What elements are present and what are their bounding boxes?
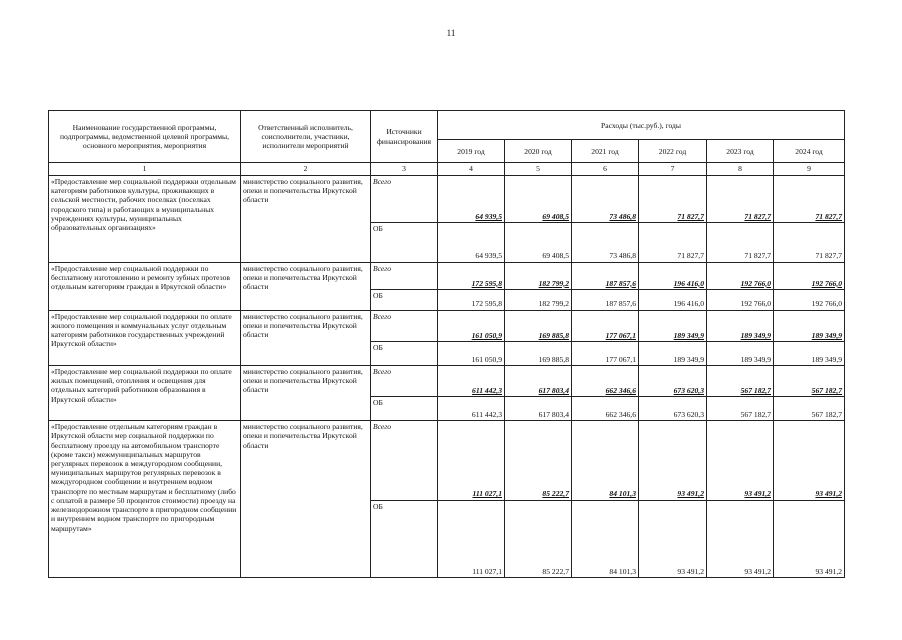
header-year: 2024 год [774, 140, 845, 163]
header-year: 2019 год [438, 140, 505, 163]
total-amount: 617 803,4 [505, 365, 572, 396]
header-source: Источники финансирования [371, 111, 438, 163]
ob-amount: 172 595,8 [438, 289, 505, 310]
ob-amount: 189 349,9 [774, 341, 845, 365]
column-number: 6 [572, 163, 639, 176]
total-amount: 196 416,0 [639, 262, 707, 289]
ob-amount: 69 408,5 [505, 222, 572, 262]
total-amount: 192 766,0 [707, 262, 774, 289]
header-year: 2021 год [572, 140, 639, 163]
total-amount: 192 766,0 [774, 262, 845, 289]
total-amount: 182 799,2 [505, 262, 572, 289]
ob-amount: 196 416,0 [639, 289, 707, 310]
program-name: «Предоставление мер социальной поддержки по оплате жилого помещения и коммунальных услуг отдельным категориям работников государственных учреждений Иркутской области» [49, 310, 241, 365]
total-amount: 567 182,7 [707, 365, 774, 396]
total-amount: 93 491,2 [774, 421, 845, 500]
ob-amount: 189 349,9 [639, 341, 707, 365]
total-amount: 71 827,7 [639, 175, 707, 222]
ob-amount: 71 827,7 [774, 222, 845, 262]
ob-amount: 192 766,0 [774, 289, 845, 310]
total-amount: 73 486,8 [572, 175, 639, 222]
total-amount: 567 182,7 [774, 365, 845, 396]
funding-source-total: Всего [371, 262, 438, 289]
ob-amount: 567 182,7 [707, 397, 774, 421]
total-amount: 64 939,5 [438, 175, 505, 222]
total-amount: 611 442,3 [438, 365, 505, 396]
program-row-total [49, 421, 845, 500]
funding-source-ob: ОБ [371, 500, 438, 577]
column-number: 4 [438, 163, 505, 176]
program-executor: министерство социального развития, опеки и попечительства Иркутской области [241, 262, 371, 310]
total-amount: 189 349,9 [707, 310, 774, 341]
header-year: 2022 год [639, 140, 707, 163]
ob-amount: 182 799,2 [505, 289, 572, 310]
program-name: «Предоставление мер социальной поддержки по бесплатному изготовлению и ремонту зубных протезов отдельным категориям граждан в Иркутской области» [49, 262, 241, 310]
page-number: 11 [446, 28, 456, 38]
program-executor: министерство социального развития, опеки и попечительства Иркутской области [241, 365, 371, 420]
total-amount: 161 050,9 [438, 310, 505, 341]
ob-amount: 71 827,7 [639, 222, 707, 262]
total-amount: 71 827,7 [774, 175, 845, 222]
program-name: «Предоставление мер социальной поддержки отдельным категориям работников культуры, проживающих в сельской местности, рабочих поселках (поселках городского типа) и работающих в муниципальных учреждениях культуры, муниципальных образовательных организациях» [49, 175, 241, 262]
column-number: 2 [241, 163, 371, 176]
funding-source-total: Всего [371, 365, 438, 396]
program-row-total [49, 175, 845, 222]
total-amount: 84 101,3 [572, 421, 639, 500]
column-number: 8 [707, 163, 774, 176]
total-amount: 662 346,6 [572, 365, 639, 396]
ob-amount: 192 766,0 [707, 289, 774, 310]
program-row-total [49, 365, 845, 396]
funding-source-ob: ОБ [371, 397, 438, 421]
funding-source-total: Всего [371, 175, 438, 222]
ob-amount: 71 827,7 [707, 222, 774, 262]
column-number: 3 [371, 163, 438, 176]
ob-amount: 93 491,2 [774, 500, 845, 577]
ob-amount: 673 620,3 [639, 397, 707, 421]
total-amount: 93 491,2 [639, 421, 707, 500]
total-amount: 177 067,1 [572, 310, 639, 341]
ob-amount: 93 491,2 [707, 500, 774, 577]
funding-source-total: Всего [371, 421, 438, 500]
ob-amount: 187 857,6 [572, 289, 639, 310]
ob-amount: 662 346,6 [572, 397, 639, 421]
column-number: 1 [49, 163, 241, 176]
ob-amount: 617 803,4 [505, 397, 572, 421]
header-expenses: Расходы (тыс.руб.), годы [438, 111, 845, 140]
column-number: 7 [639, 163, 707, 176]
ob-amount: 85 222,7 [505, 500, 572, 577]
funding-source-ob: ОБ [371, 289, 438, 310]
ob-amount: 567 182,7 [774, 397, 845, 421]
ob-amount: 161 050,9 [438, 341, 505, 365]
program-row-total [49, 310, 845, 341]
total-amount: 69 408,5 [505, 175, 572, 222]
header-year: 2023 год [707, 140, 774, 163]
total-amount: 172 595,8 [438, 262, 505, 289]
ob-amount: 64 939,5 [438, 222, 505, 262]
ob-amount: 189 349,9 [707, 341, 774, 365]
total-amount: 71 827,7 [707, 175, 774, 222]
total-amount: 85 222,7 [505, 421, 572, 500]
ob-amount: 93 491,2 [639, 500, 707, 577]
program-executor: министерство социального развития, опеки и попечительства Иркутской области [241, 310, 371, 365]
ob-amount: 169 885,8 [505, 341, 572, 365]
header-executor: Ответственный исполнитель, соисполнители, участники, исполнители мероприятий [241, 111, 371, 163]
ob-amount: 111 027,1 [438, 500, 505, 577]
ob-amount: 177 067,1 [572, 341, 639, 365]
program-executor: министерство социального развития, опеки и попечительства Иркутской области [241, 175, 371, 262]
total-amount: 189 349,9 [639, 310, 707, 341]
total-amount: 189 349,9 [774, 310, 845, 341]
total-amount: 93 491,2 [707, 421, 774, 500]
funding-source-ob: ОБ [371, 341, 438, 365]
funding-source-total: Всего [371, 310, 438, 341]
total-amount: 111 027,1 [438, 421, 505, 500]
ob-amount: 84 101,3 [572, 500, 639, 577]
program-row-total [49, 262, 845, 289]
program-executor: министерство социального развития, опеки и попечительства Иркутской области [241, 421, 371, 578]
ob-amount: 611 442,3 [438, 397, 505, 421]
funding-source-ob: ОБ [371, 222, 438, 262]
budget-table [48, 110, 845, 578]
total-amount: 187 857,6 [572, 262, 639, 289]
program-name: «Предоставление мер социальной поддержки по оплате жилых помещений, отопления и освещения для отдельных категорий работников образования в Иркутской области» [49, 365, 241, 420]
column-number-row [49, 163, 845, 176]
total-amount: 169 885,8 [505, 310, 572, 341]
ob-amount: 73 486,8 [572, 222, 639, 262]
total-amount: 673 620,3 [639, 365, 707, 396]
column-number: 5 [505, 163, 572, 176]
column-number: 9 [774, 163, 845, 176]
header-year: 2020 год [505, 140, 572, 163]
header-program: Наименование государственной программы, подпрограммы, ведомственной целевой программы, основного мероприятия, мероприятия [49, 111, 241, 163]
program-name: «Предоставление отдельным категориям граждан в Иркутской области мер социальной поддержки по бесплатному проезду на автомобильном транспорте (кроме такси) межмуниципальных маршрутов регулярных перевозок в междугородном сообщении, муниципальных маршрутов регулярных перевозок в междугородном сообщении и внутреннем водном транспорте по местным маршрутам и бесплатному (либо с оплатой в размере 50 процентов стоимости) проезду на железнодорожном транспорте в пригородном сообщении и внутреннем водном транспорте по пригородным маршрутам» [49, 421, 241, 578]
